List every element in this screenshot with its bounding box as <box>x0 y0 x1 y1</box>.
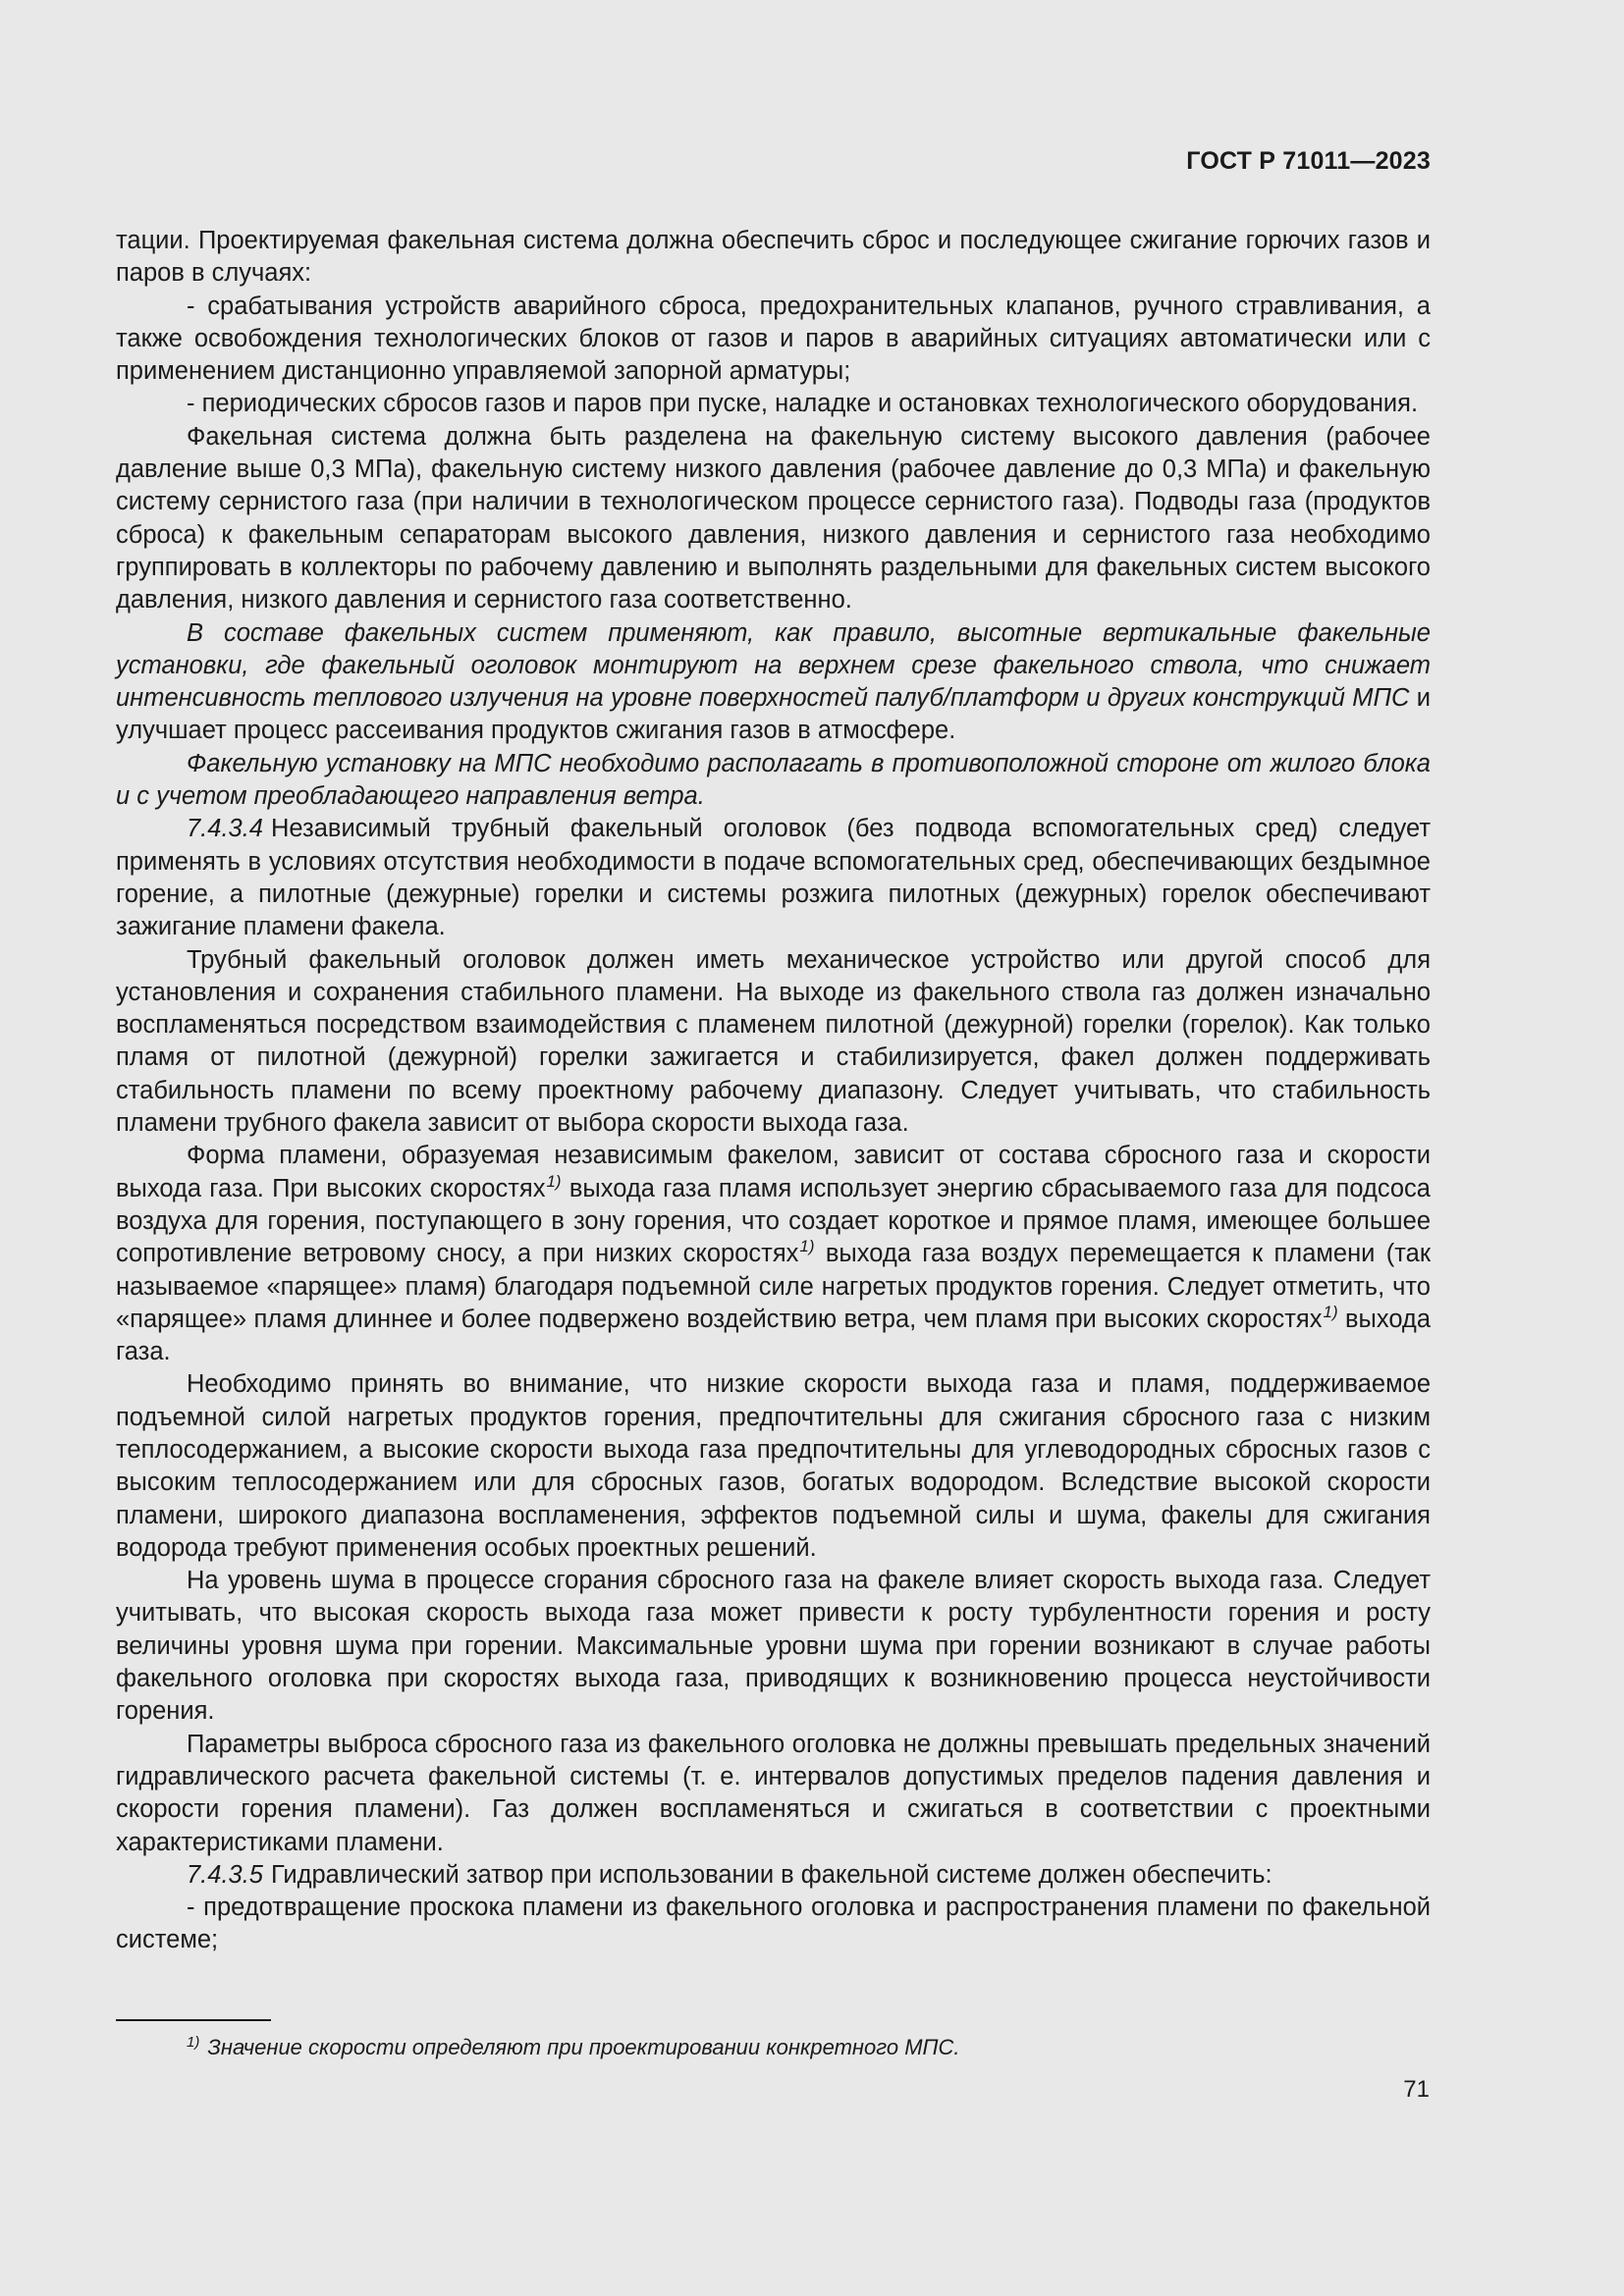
text-run: и улучшает процесс рассеивания продуктов сжигания газов в атмосфере. <box>116 684 1431 745</box>
document-id-header: ГОСТ Р 71011—2023 <box>1186 147 1431 175</box>
paragraph <box>116 813 1431 943</box>
section-number: 7.4.3.4 <box>187 815 263 843</box>
paragraph: тации. Проектируемая факельная система должна обеспечить сброс и последующее сжигание горючих газов и паров в случаях: <box>116 227 1431 288</box>
paragraph: Необходимо принять во внимание, что низкие скорости выхода газа и пламя, поддерживаемое подъемной силой нагретых продуктов горения, предпочтительны для сжигания сбросного газа с низким теплосодержанием, а высокие скорости выхода газа предпочтительны для углеводородных сбросных газов с высоким теплосодержанием или для сбросных газов, богатых водородом. Вследствие высокой скорости пламени, широкого диапазона воспламенения, эффектов подъемной силы и шума, факелы для сжигания водорода требуют применения особых проектных решений. <box>116 1370 1431 1562</box>
paragraph-italic: Факельную установку на МПС необходимо располагать в противоположной стороне от жилого блока и с учетом преобладающего направления ветра. <box>116 749 1431 811</box>
text-run: выхода газа пламя использует энергию сбрасываемого газа для подсоса воздуха для горения, поступающего в зону горения, что создает короткое и прямое пламя, имеющее большее сопротивление ветровому сносу, а при низких скоростях <box>116 1174 1431 1268</box>
text-run: Независимый трубный факельный оголовок (без подвода вспомогательных сред) следует применять в условиях отсутствия необходимости в подаче вспомогательных сред, обеспечивающих бездымное горение, а пилотные (дежурные) горелки и системы розжига пилотных (дежурных) горелок обеспечивают зажигание пламени факела. <box>116 815 1431 941</box>
italic-text: В составе факельных систем применяют, как правило, высотные вертикальные факельные установки, где факельный оголовок монтируют на верхнем срезе факельного ствола, что снижает интенсивность теплового излучения на уровне поверхностей палуб/платформ и других конструкций МПС <box>116 618 1431 713</box>
text-run: Форма пламени, образуемая независимым факелом, зависит от состава сбросного газа и скорости выхода газа. При высоких скоростях <box>116 1142 1431 1202</box>
footnote-ref: 1) <box>1323 1302 1338 1321</box>
footnote-ref: 1) <box>799 1237 815 1256</box>
paragraph: Факельная система должна быть разделена на факельную систему высокого давления (рабочее давление выше 0,3 МПа), факельную систему низкого давления (рабочее давление до 0,3 МПа) и факельную систему сернистого газа (при наличии в технологическом процессе сернистого газа). Подводы газа (продуктов сброса) к факельным сепараторам высокого давления, низкого давления и сернистого газа необходимо группировать в коллекторы по рабочему давлению и выполнять раздельными для факельных систем высокого давления, низкого давления и сернистого газа соответственно. <box>116 422 1431 614</box>
paragraph <box>116 1859 1431 1892</box>
list-item: - предотвращение проскока пламени из факельного оголовка и распространения пламени по факельной системе; <box>116 1894 1431 1954</box>
page-number: 71 <box>1403 2076 1430 2103</box>
paragraph <box>116 1140 1431 1368</box>
list-item: - периодических сбросов газов и паров при пуске, наладке и остановках технологического оборудования. <box>187 390 1419 418</box>
footnote <box>187 2034 960 2061</box>
footnote-text: Значение скорости определяют при проектировании конкретного МПС. <box>207 2035 960 2059</box>
footnote-divider <box>116 2019 271 2021</box>
footnote-marker: 1) <box>187 2034 200 2051</box>
section-number: 7.4.3.5 <box>187 1860 263 1889</box>
footnote-ref: 1) <box>546 1171 562 1191</box>
text-run: выхода газа. <box>116 1305 1431 1366</box>
paragraph: Параметры выброса сбросного газа из факельного оголовка не должны превышать предельных значений гидравлического расчета факельной системы (т. е. интервалов допустимых пределов падения давления и скорости горения пламени). Газ должен воспламеняться и сжигаться в соответствии с проектными характеристиками пламени. <box>116 1730 1431 1856</box>
body-text <box>116 225 1431 1957</box>
paragraph: Трубный факельный оголовок должен иметь механическое устройство или другой способ для установления и сохранения стабильного пламени. На выходе из факельного ствола газ должен изначально воспламеняться посредством взаимодействия с пламенем пилотной (дежурной) горелки (горелок). Как только пламя от пилотной (дежурной) горелки зажигается и стабилизируется, факел должен поддерживать стабильность пламени по всему проектному рабочему диапазону. Следует учитывать, что стабильность пламени трубного факела зависит от выбора скорости выхода газа. <box>116 945 1431 1138</box>
text-run: выхода газа воздух перемещается к пламени (так называемое «парящее» пламя) благодаря подъемной силе нагретых продуктов горения. Следует отметить, что «парящее» пламя длиннее и более подвержено воздействию ветра, чем пламя при высоких скоростях <box>116 1240 1431 1333</box>
paragraph: На уровень шума в процессе сгорания сбросного газа на факеле влияет скорость выхода газа. Следует учитывать, что высокая скорость выхода газа может привести к росту турбулентности горения и росту величины уровня шума при горении. Максимальные уровни шума при горении возникают в случае работы факельного оголовка при скоростях выхода газа, приводящих к возникновению процесса неустойчивости горения. <box>116 1567 1431 1726</box>
list-item: - срабатывания устройств аварийного сброса, предохранительных клапанов, ручного стравливания, а также освобождения технологических блоков от газов и паров в аварийных ситуациях автоматически или с применением дистанционно управляемой запорной арматуры; <box>116 292 1431 386</box>
text-run: Гидравлический затвор при использовании в факельной системе должен обеспечить: <box>270 1860 1272 1889</box>
paragraph <box>116 617 1431 748</box>
